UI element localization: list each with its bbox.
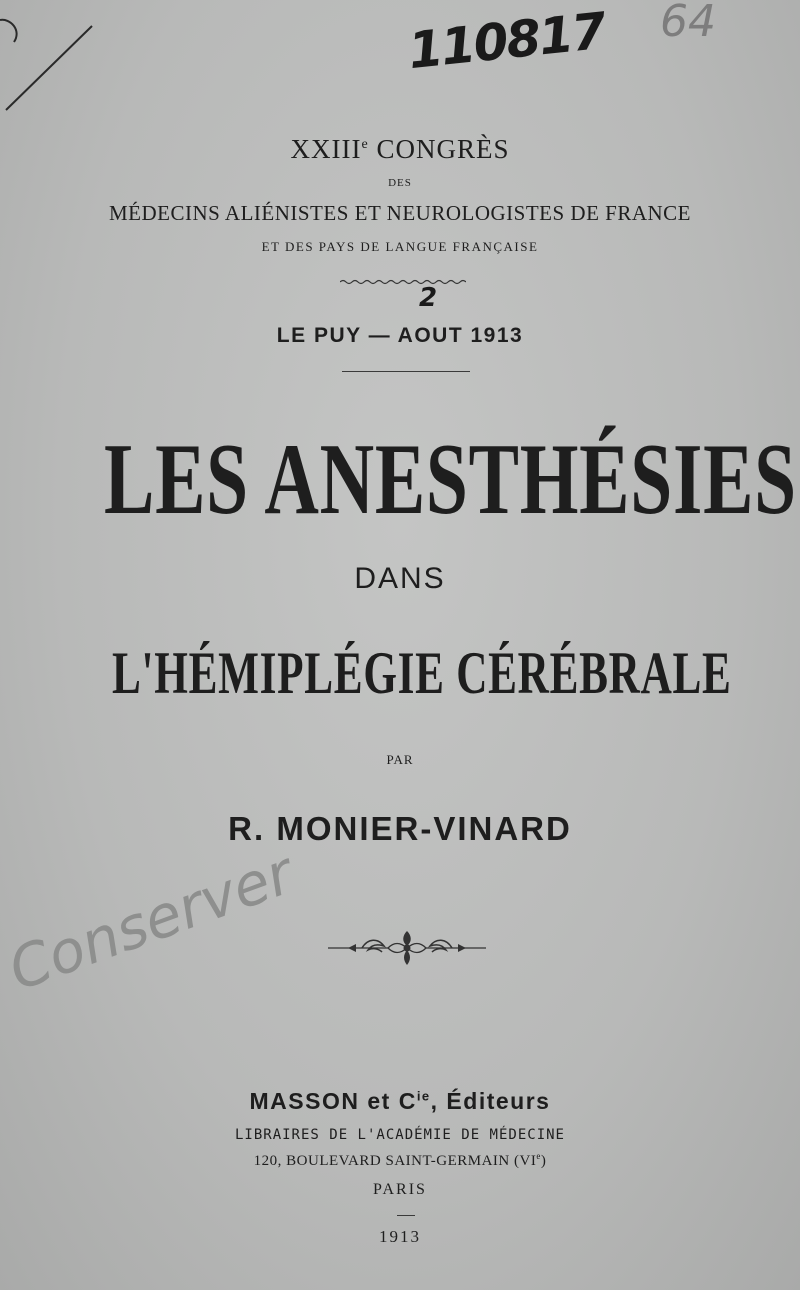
libraires-line: LIBRAIRES DE L'ACADÉMIE DE MÉDECINE xyxy=(234,1127,565,1143)
address-close: ) xyxy=(540,1153,547,1169)
pencil-note-conserver: Conserver xyxy=(0,838,302,1004)
handwritten-number: 2 xyxy=(419,283,438,313)
divider-rule xyxy=(342,371,470,372)
congress-ordinal-suffix: e xyxy=(361,137,369,152)
par-word: PAR xyxy=(386,752,414,767)
publication-year: 1913 xyxy=(379,1227,421,1246)
publisher-sup: ie xyxy=(416,1088,431,1104)
dans-word: DANS xyxy=(354,562,446,595)
city: PARIS xyxy=(373,1181,427,1198)
subtitle: L'HÉMIPLÉGIE CÉRÉBRALE xyxy=(112,640,732,706)
medecins-line: MÉDECINS ALIÉNISTES ET NEUROLOGISTES DE FRANCE xyxy=(108,201,692,225)
publisher-line xyxy=(0,1088,800,1115)
call-number-handwritten: 110817 xyxy=(405,1,608,81)
author-name: R. MONIER-VINARD xyxy=(228,810,572,847)
address-text: 120, BOULEVARD SAINT-GERMAIN (VI xyxy=(253,1153,537,1169)
address-line xyxy=(0,1151,800,1170)
congress-ordinal: XXIII xyxy=(290,134,362,164)
address-sup: e xyxy=(536,1151,541,1161)
bottom-divider-rule xyxy=(397,1215,415,1216)
des-line: DES xyxy=(388,177,412,189)
congress-word: CONGRÈS xyxy=(376,134,510,164)
publisher-name: MASSON et C xyxy=(249,1088,417,1114)
main-title: LES ANESTHÉSIES xyxy=(104,423,797,536)
fleuron-ornament-icon xyxy=(322,925,492,971)
congress-title xyxy=(0,134,800,165)
volume-mark-handwritten: 64 xyxy=(660,0,716,47)
pays-line: ET DES PAYS DE LANGUE FRANÇAISE xyxy=(261,239,539,254)
venue-date: LE PUY — AOUT 1913 xyxy=(276,324,524,347)
publisher-rest: , Éditeurs xyxy=(430,1088,551,1114)
wavy-rule xyxy=(340,278,466,286)
pen-stroke-mark xyxy=(0,0,110,120)
